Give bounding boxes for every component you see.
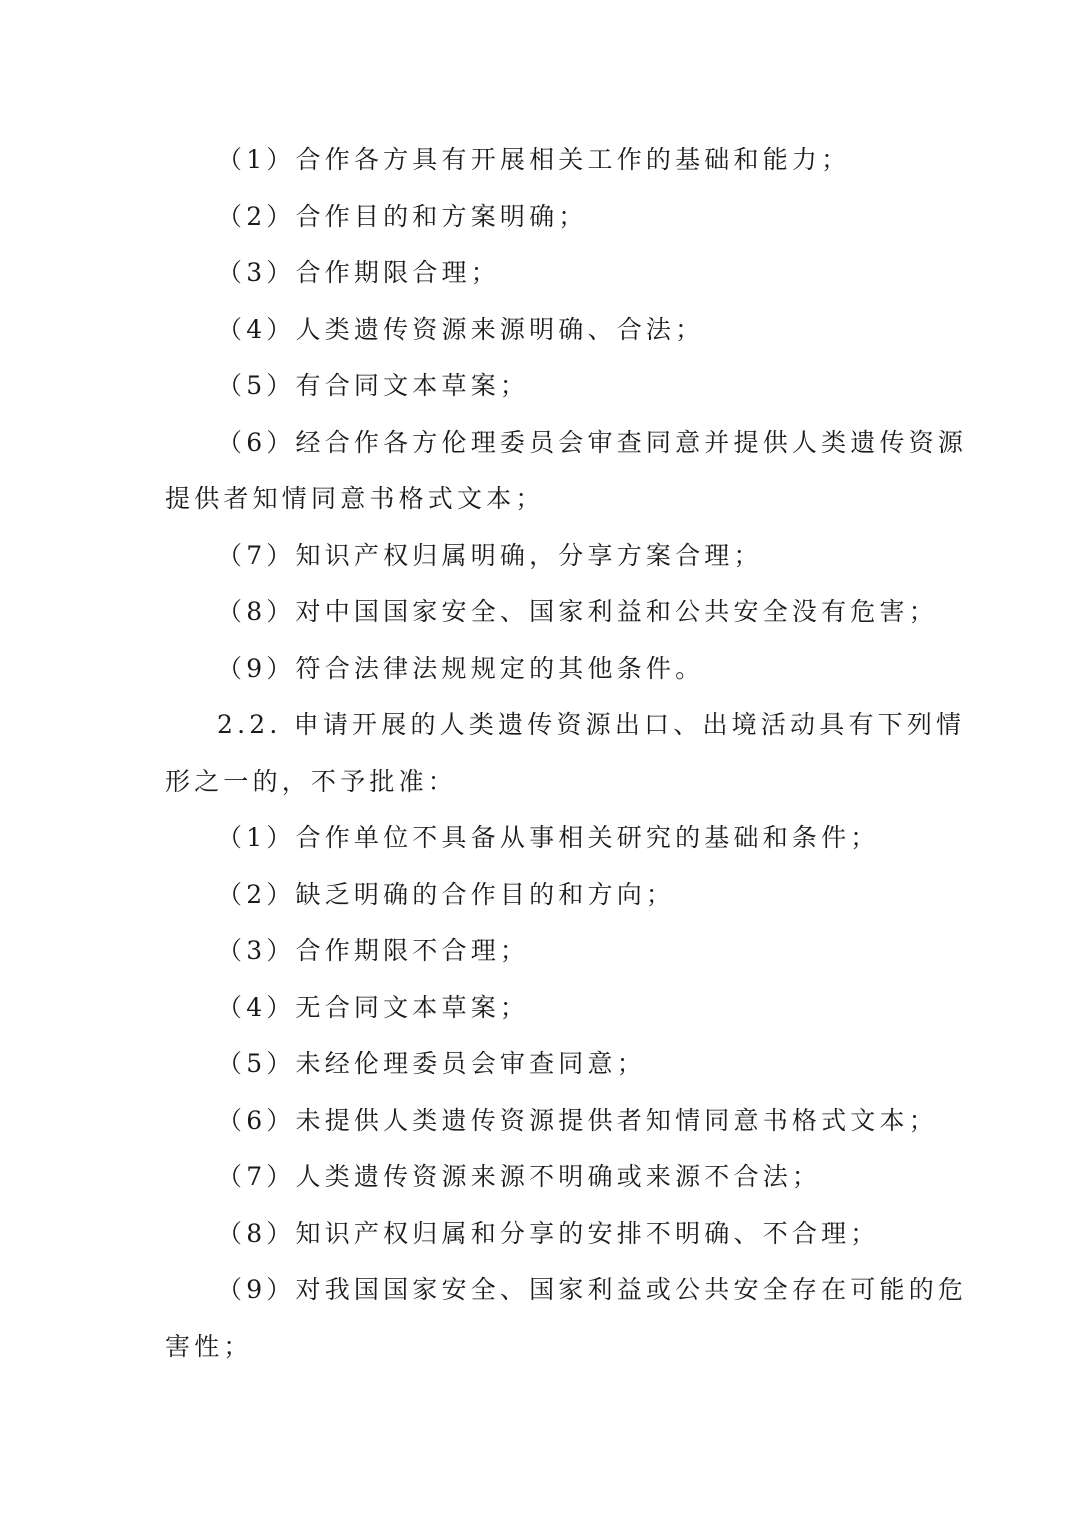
document-body [165, 132, 968, 1375]
rejection-item-8: （8）知识产权归属和分享的安排不明确、不合理； [217, 1218, 880, 1248]
condition-item-2: （2）合作目的和方案明确； [217, 201, 588, 231]
condition-item-8: （8）对中国国家安全、国家利益和公共安全没有危害； [217, 597, 938, 626]
section-2-2-heading: 2.2. 申请开展的人类遗传资源出口、出境活动具有下列情 [217, 710, 966, 739]
rejection-item-7: （7）人类遗传资源来源不明确或来源不合法； [217, 1162, 822, 1191]
rejection-item-9-continued: 害性； [165, 1331, 253, 1361]
rejection-item-9: （9）对我国国家安全、国家利益或公共安全存在可能的危 [217, 1275, 968, 1304]
condition-item-7: （7）知识产权归属明确，分享方案合理； [217, 540, 763, 570]
condition-item-3: （3）合作期限合理； [217, 258, 500, 287]
rejection-item-2: （2）缺乏明确的合作目的和方向； [217, 879, 676, 909]
condition-item-6-continued: 提供者知情同意书格式文本； [165, 484, 545, 513]
rejection-item-4: （4）无合同文本草案； [217, 992, 530, 1022]
condition-item-9: （9）符合法律法规规定的其他条件。 [217, 653, 705, 683]
condition-item-4: （4）人类遗传资源来源明确、合法； [217, 314, 705, 344]
rejection-item-6: （6）未提供人类遗传资源提供者知情同意书格式文本； [217, 1105, 938, 1135]
rejection-item-5: （5）未经伦理委员会审查同意； [217, 1049, 646, 1078]
rejection-item-3: （3）合作期限不合理； [217, 936, 530, 965]
condition-item-5: （5）有合同文本草案； [217, 371, 530, 400]
condition-item-6: （6）经合作各方伦理委员会审查同意并提供人类遗传资源 [217, 427, 968, 457]
section-2-2-heading-continued: 形之一的，不予批准： [165, 766, 458, 796]
rejection-item-1: （1）合作单位不具备从事相关研究的基础和条件； [217, 823, 880, 852]
condition-item-1: （1）合作各方具有开展相关工作的基础和能力； [217, 145, 851, 174]
